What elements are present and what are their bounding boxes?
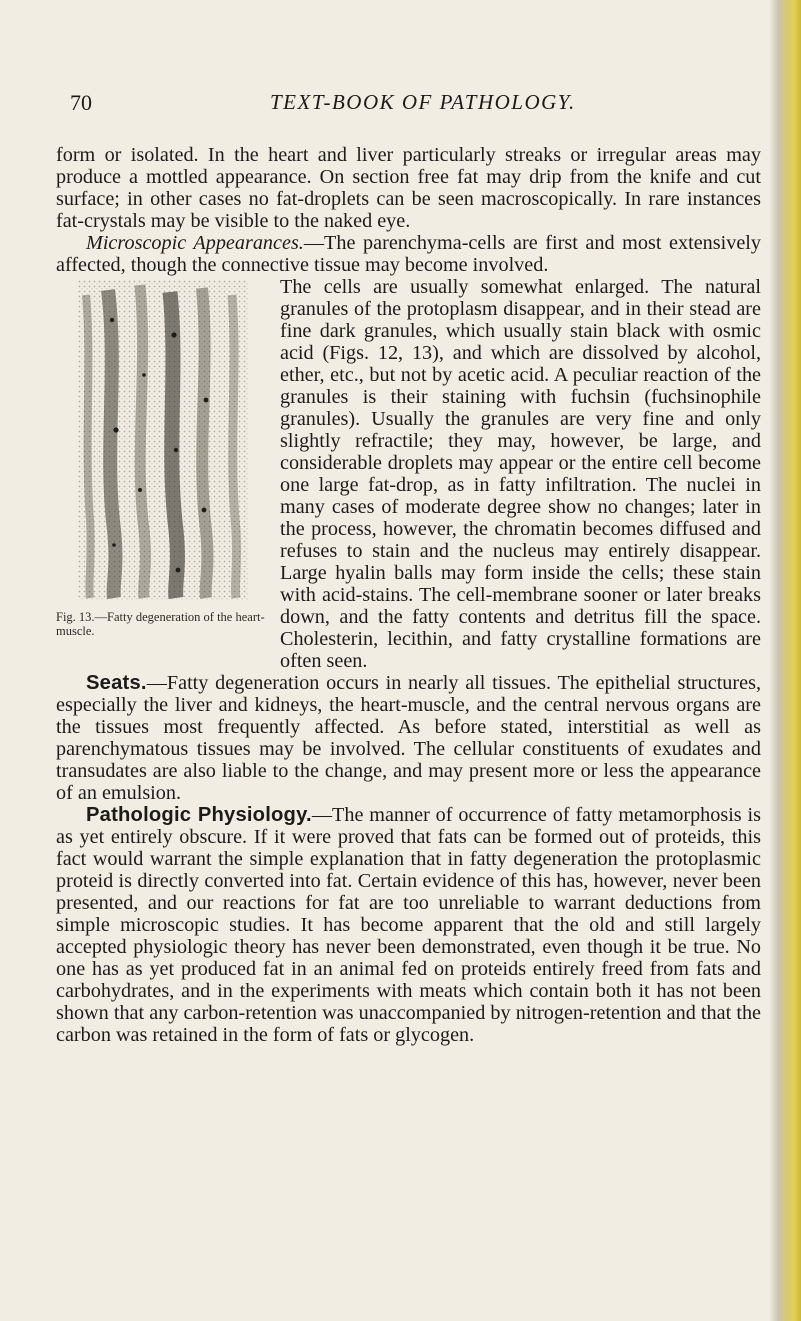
page-edge-shadow xyxy=(769,0,779,1321)
figure-13 xyxy=(56,280,266,660)
paragraph-2-continued: The cells are usually somewhat enlarged. The natural granules of the protoplasm disappear, and in their stead are fine dark granules, which usually stain black with osmic acid (Figs. 12, 13), and which are dissolved by alcohol, ether, etc., but not by acetic acid. A peculiar reaction of the granules is their staining with fuchsin (fuchsinophile granules). Usually the granules are very fine and only slightly refractile; they may, however, be large, and considerable droplets may appear or the entire cell become one large fat-drop, as in fatty infiltration. The nuclei in many cases of moderate degree show no changes; later in the process, however, the chromatin becomes diffused and refuses to stain and the nucleus may entirely disappear. Large hyalin balls may form inside the cells; these stain with acid-stains. The cell-membrane sooner or later breaks down, and the fatty contents and detritus fill the space. Cholesterin, lecithin, and fatty crystalline formations are often seen. xyxy=(280,276,761,672)
page-edge xyxy=(779,0,801,1321)
seats-text: —Fatty degeneration occurs in nearly all tissues. The epithelial structures, especially the liver and kidneys, the heart-muscle, and the central nervous organs are the tissues most frequently affected. As before stated, interstitial as well as parenchymatous tissues may be involved. The cellular constituents of exudates and transudates are also liable to the change, and may present more or less the appearance of an emulsion. xyxy=(56,672,761,804)
pathologic-physiology-heading: Pathologic Physiology. xyxy=(86,804,312,826)
running-head: TEXT-BOOK OF PATHOLOGY. xyxy=(270,90,576,114)
paragraph-1: form or isolated. In the heart and liver particularly streaks or irregular areas may produce a mottled appearance. On section free fat may drip from the knife and cut surface; in other cases no fat-droplets can be seen macroscopically. In rare instances fat-crystals may be visible to the naked eye. xyxy=(56,144,761,232)
page-header xyxy=(70,90,740,120)
pathologic-physiology-text: —The manner of occurrence of fatty metamorphosis is as yet entirely obscure. If it were proved that fats can be formed out of proteids, this fact would warrant the simple explanation that in fatty degeneration the protoplasmic proteid is directly converted into fat. Certain evidence of this has, however, never been presented, and our reactions for fat are too unreliable to warrant deductions from simple microscopic studies. It has become apparent that the old and still largely accepted physiologic theory has never been demonstrated, even though it be true. No one has as yet produced fat in an animal fed on proteids entirely freed from fats and carbohydrates, and in the experiments with meats which contain both it has not been shown that any carbon-retention was unaccompanied by nitrogen-retention and that the carbon was retained in the form of fats or glycogen. xyxy=(56,804,762,1046)
body-text xyxy=(56,144,761,1046)
paragraph-2-text-a: —The parenchyma-cells are first and most extensively affected, though the connective tissue may become involved. xyxy=(56,232,761,276)
microscopic-heading: Microscopic Appearances. xyxy=(86,232,304,254)
paragraph-2 xyxy=(56,232,761,276)
fatty-heart-muscle-illustration xyxy=(78,280,248,600)
paragraph-seats xyxy=(56,672,761,804)
figure-caption: Fig. 13.—Fatty degeneration of the heart-muscle. xyxy=(56,610,265,638)
seats-heading: Seats. xyxy=(86,672,147,694)
paragraph-pathologic-physiology xyxy=(56,804,761,1046)
page-number: 70 xyxy=(70,90,92,115)
